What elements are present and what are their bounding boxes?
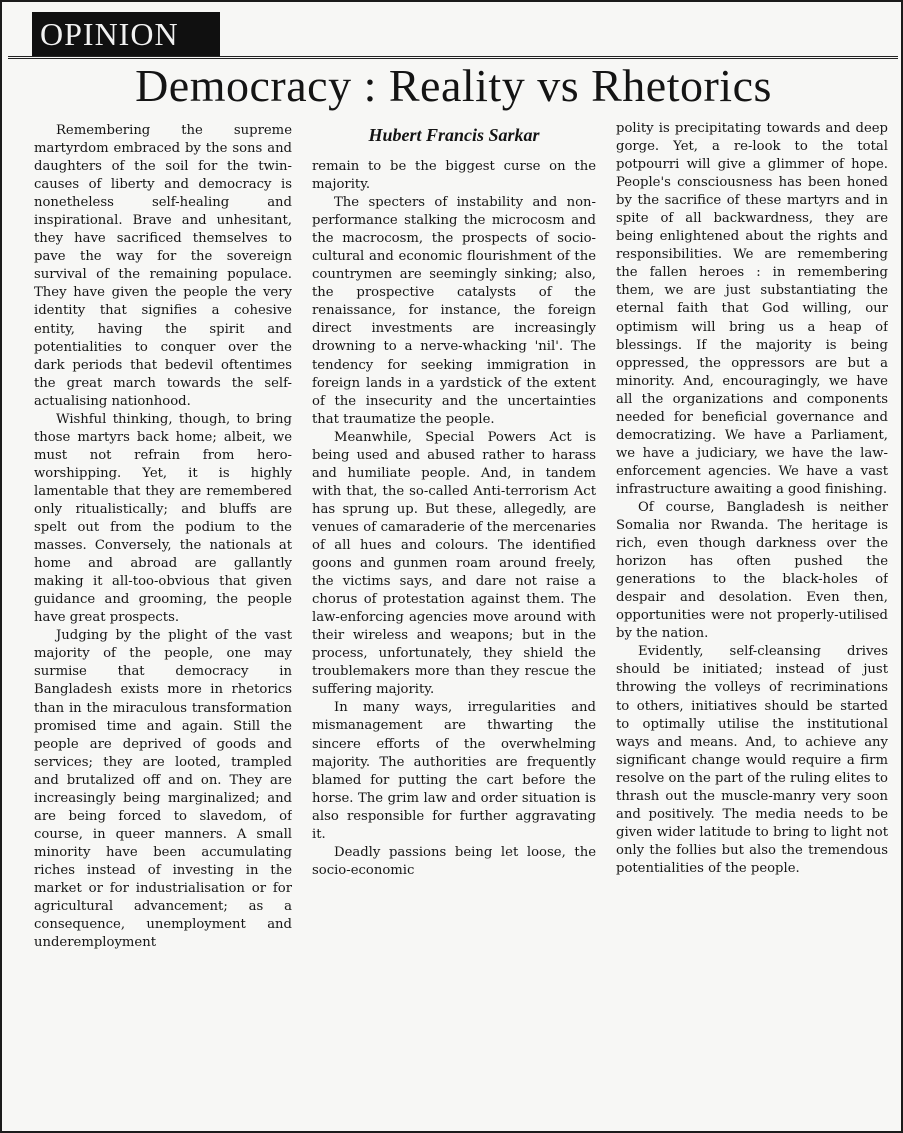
section-kicker: OPINION: [32, 12, 220, 56]
column-2: [312, 122, 596, 1121]
paragraph: Wishful thinking, though, to bring those martyrs back home; albeit, we must not refrain from hero-worshipping. Yet, it is highly lamentable that they are remembered only ritualistically; and bluffs are spelt out from the podium to the masses. Conversely, the nationals at home and abroad are gallantly making it all-too-obvious that given guidance and grooming, the people have great prospects.: [34, 411, 292, 626]
paragraph: Meanwhile, Special Powers Act is being used and abused rather to harass and humiliate people. And, in tandem with that, the so-called Anti-terrorism Act has sprung up. But these, allegedly, are venues of camaraderie of the mercenaries of all hues and colours. The identified goons and gunmen roam around freely, the victims says, and dare not raise a chorus of protestation against them. The law-enforcing agencies move around with their wireless and weapons; but in the process, unfortunately, they shield the troublemakers more than they rescue the suffering majority.: [312, 429, 596, 698]
paragraph: remain to be the biggest curse on the majority.: [312, 159, 596, 193]
column-3: [616, 120, 888, 1121]
paragraph: In many ways, irregularities and mismanagement are thwarting the sincere efforts of the overwhelming majority. The authorities are frequently blamed for putting the cart before the horse. The grim law and order situation is also responsible for further aggravating it.: [312, 700, 596, 842]
paragraph: Judging by the plight of the vast majority of the people, one may surmise that democracy in Bangladesh exists more in rhetorics than in the miraculous transformation promised time and again. Still the people are deprived of goods and services; they are looted, trampled and brutalized off and on. They are increasingly being marginalized; and are being forced to slavedom, of course, in queer manners. A small minority have been accumulating riches instead of investing in the market or for industrialisation or for agricultural advancement; as a consequence, unemployment and underemployment: [34, 628, 292, 951]
headline: Democracy : Reality vs Rhetorics: [135, 60, 772, 111]
column-1: [34, 122, 292, 1121]
paragraph: Remembering the supreme martyrdom embraced by the sons and daughters of the soil for the twin-causes of liberty and democracy is nonetheless self-healing and inspirational. Brave and unhesitant, they have sacrificed themselves to pave the way for the sovereign survival of the remaining populace. They have given the people the very identity that signifies a cohesive entity, having the spirit and potentialities to conquer over the dark periods that bedevil oftentimes the great march towards the self-actualising nationhood.: [34, 123, 292, 409]
paragraph: The specters of instability and non-performance stalking the microcosm and the macrocosm, the prospects of socio-cultural and economic flourishment of the countrymen are seemingly sinking; also, the prospective catalysts of the renaissance, for instance, the foreign direct investments are increasingly drowning to a nerve-whacking 'nil'. The tendency for seeking immigration in foreign lands in a yardstick of the extent of the insecurity and the uncertainties that traumatize the people.: [312, 195, 596, 427]
paragraph: Of course, Bangladesh is neither Somalia nor Rwanda. The heritage is rich, even though darkness over the horizon has often pushed the generations to the black-holes of despair and desolation. Even then, opportunities were not properly-utilised by the nation.: [616, 499, 888, 642]
paragraph: Deadly passions being let loose, the socio-economic: [312, 844, 596, 878]
paragraph: Evidently, self-cleansing drives should be initiated; instead of just throwing the volleys of recriminations to others, initiatives should be started to optimally utilise the institutional ways and means. And, to achieve any significant change would require a firm resolve on the part of the ruling elites to thrash out the muscle-manry very soon and positively. The media needs to be given wider latitude to bring to light not only the follies but also the tremendous potentialities of the people.: [616, 644, 888, 876]
byline: Hubert Francis Sarkar: [368, 125, 540, 145]
paragraph: polity is precipitating towards and deep gorge. Yet, a re-look to the total potpourri will give a glimmer of hope. People's consciousness has been honed by the sacrifice of these martyrs and in spite of all backwardness, they are being enlightened about the rights and responsibilities. We are remembering the fallen heroes : in remembering them, we are just substantiating the eternal faith that God willing, our optimism will bring us a heap of blessings. If the majority is being oppressed, the oppressors are but a minority. And, encouragingly, we have all the organizations and components needed for beneficial governance and democratizing. We have a Parliament, we have a judiciary, we have the law-enforcement agencies. We have a vast infrastructure awaiting a good finishing.: [616, 121, 888, 497]
